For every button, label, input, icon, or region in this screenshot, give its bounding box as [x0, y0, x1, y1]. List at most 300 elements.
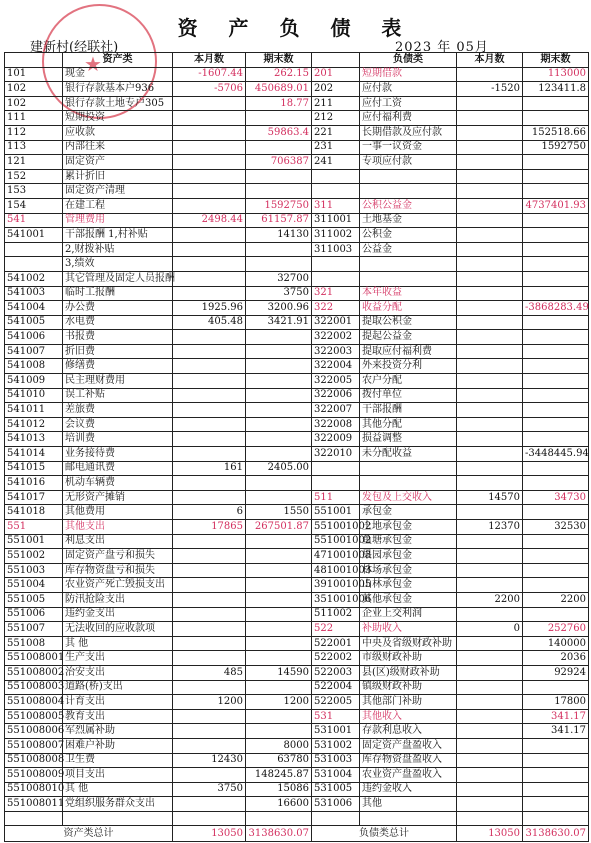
- balance-sheet-table: [4, 52, 589, 842]
- liab-code: 231: [312, 140, 360, 155]
- liab-name: 应付福利费: [360, 111, 457, 126]
- liab-name: 拨付单位: [360, 388, 457, 403]
- liab-end: [523, 242, 589, 257]
- asset-end: 16600: [246, 797, 312, 812]
- asset-name: 其他费用: [63, 505, 173, 520]
- liab-this-month: [457, 476, 523, 491]
- liab-name: 提取公积金: [360, 315, 457, 330]
- total-liab-this: 13050: [457, 826, 523, 842]
- table-row: [5, 476, 589, 491]
- liab-code: 471001003: [312, 549, 360, 564]
- asset-name: 防汛抢险支出: [63, 592, 173, 607]
- table-row: [5, 811, 589, 826]
- table-row: [5, 82, 589, 97]
- asset-code: 551003: [5, 563, 63, 578]
- asset-this-month: [173, 768, 246, 783]
- asset-end: [246, 811, 312, 826]
- asset-code: 551008004: [5, 695, 63, 710]
- table-row: [5, 797, 589, 812]
- liab-this-month: [457, 374, 523, 389]
- asset-code: 102: [5, 96, 63, 111]
- asset-code: 541016: [5, 476, 63, 491]
- table-row: [5, 520, 589, 535]
- asset-end: 1200: [246, 695, 312, 710]
- liab-end: 152518.66: [523, 125, 589, 140]
- asset-name: 误工补贴: [63, 388, 173, 403]
- liab-code: 221: [312, 125, 360, 140]
- asset-code: 551008010: [5, 782, 63, 797]
- table-row: [5, 111, 589, 126]
- asset-name: 库存物资盘亏和损失: [63, 563, 173, 578]
- liab-name: 应付工资: [360, 96, 457, 111]
- asset-name: 累计折旧: [63, 169, 173, 184]
- liab-name: [360, 271, 457, 286]
- asset-this-month: [173, 636, 246, 651]
- asset-name: 党组织服务群众支出: [63, 797, 173, 812]
- table-row: [5, 417, 589, 432]
- liab-end: 123411.8: [523, 82, 589, 97]
- table-row: [5, 374, 589, 389]
- liab-name: 本年收益: [360, 286, 457, 301]
- asset-code: 541004: [5, 301, 63, 316]
- liab-end: [523, 680, 589, 695]
- liab-name: 损益调整: [360, 432, 457, 447]
- asset-this-month: [173, 344, 246, 359]
- liab-this-month: [457, 680, 523, 695]
- asset-end: [246, 388, 312, 403]
- header-liab-end-period: 期末数: [523, 53, 589, 68]
- table-row: [5, 753, 589, 768]
- asset-end: 3200.96: [246, 301, 312, 316]
- asset-end: 3421.91: [246, 315, 312, 330]
- liab-end: [523, 169, 589, 184]
- liab-this-month: [457, 782, 523, 797]
- liab-end: [523, 96, 589, 111]
- liab-code: 322003: [312, 344, 360, 359]
- asset-this-month: 2498.44: [173, 213, 246, 228]
- total-liab-end: 3138630.07: [523, 826, 589, 842]
- liab-this-month: [457, 344, 523, 359]
- asset-this-month: [173, 476, 246, 491]
- table-row: [5, 315, 589, 330]
- asset-code: 152: [5, 169, 63, 184]
- asset-name: 银行存款土地专户305: [63, 96, 173, 111]
- table-row: [5, 301, 589, 316]
- liab-end: [523, 505, 589, 520]
- liab-name: 提起公益金: [360, 330, 457, 345]
- asset-code: 113: [5, 140, 63, 155]
- liab-end: [523, 417, 589, 432]
- liab-end: 341.17: [523, 724, 589, 739]
- liab-end: [523, 578, 589, 593]
- liab-end: [523, 155, 589, 170]
- asset-end: [246, 111, 312, 126]
- asset-name: 违约金支出: [63, 607, 173, 622]
- liab-this-month: [457, 403, 523, 418]
- asset-end: 14590: [246, 665, 312, 680]
- liab-name: 违约金收入: [360, 782, 457, 797]
- liab-end: [523, 228, 589, 243]
- liab-this-month: [457, 563, 523, 578]
- asset-this-month: [173, 563, 246, 578]
- liab-name: 库存物资盘盈收入: [360, 753, 457, 768]
- liab-this-month: [457, 140, 523, 155]
- asset-end: 32700: [246, 271, 312, 286]
- table-row: [5, 505, 589, 520]
- liab-code: 322: [312, 301, 360, 316]
- asset-code: [5, 242, 63, 257]
- asset-code: 541008: [5, 359, 63, 374]
- liab-name: 镇级财政补助: [360, 680, 457, 695]
- asset-this-month: [173, 490, 246, 505]
- asset-end: 148245.87: [246, 768, 312, 783]
- asset-this-month: [173, 432, 246, 447]
- asset-end: 267501.87: [246, 520, 312, 535]
- liab-name: 补助收入: [360, 622, 457, 637]
- liab-code: 522001: [312, 636, 360, 651]
- liab-end: 17800: [523, 695, 589, 710]
- liab-this-month: [457, 461, 523, 476]
- table-row: [5, 125, 589, 140]
- total-asset-label: 资产类总计: [5, 826, 173, 842]
- asset-name: 办公费: [63, 301, 173, 316]
- liab-name: 专项应付款: [360, 155, 457, 170]
- asset-end: 8000: [246, 738, 312, 753]
- asset-end: 18.77: [246, 96, 312, 111]
- asset-this-month: 485: [173, 665, 246, 680]
- asset-code: 541009: [5, 374, 63, 389]
- table-row: [5, 344, 589, 359]
- liab-end: -3448445.94: [523, 447, 589, 462]
- liab-this-month: [457, 184, 523, 199]
- header-this-month: 本月数: [173, 53, 246, 68]
- liab-this-month: [457, 388, 523, 403]
- liab-name: 承包金: [360, 505, 457, 520]
- asset-code: 551008001: [5, 651, 63, 666]
- liab-end: 92924: [523, 665, 589, 680]
- asset-name: 业务接待费: [63, 447, 173, 462]
- asset-code: 551008006: [5, 724, 63, 739]
- asset-name: 卫生费: [63, 753, 173, 768]
- liab-code: [312, 476, 360, 491]
- liab-code: [312, 271, 360, 286]
- total-liab-label: 负债类总计: [312, 826, 457, 842]
- liab-this-month: [457, 359, 523, 374]
- asset-end: [246, 592, 312, 607]
- liab-code: 311: [312, 198, 360, 213]
- asset-name: 治安支出: [63, 665, 173, 680]
- asset-this-month: [173, 286, 246, 301]
- liab-name: 林场承包金: [360, 563, 457, 578]
- asset-end: [246, 578, 312, 593]
- liab-code: 522004: [312, 680, 360, 695]
- table-row: [5, 636, 589, 651]
- liab-code: [312, 169, 360, 184]
- liab-name: 公积公益金: [360, 198, 457, 213]
- asset-code: 101: [5, 67, 63, 82]
- liab-this-month: [457, 198, 523, 213]
- liab-name: 提取应付福利费: [360, 344, 457, 359]
- liab-name: 存款利息收入: [360, 724, 457, 739]
- asset-this-month: [173, 811, 246, 826]
- asset-this-month: [173, 622, 246, 637]
- asset-name: 现金: [63, 67, 173, 82]
- asset-name: 银行存款基本户936: [63, 82, 173, 97]
- liab-name: 中央及省级财政补助: [360, 636, 457, 651]
- liab-name: [360, 184, 457, 199]
- table-row: [5, 198, 589, 213]
- table-row: [5, 724, 589, 739]
- liab-name: 公益金: [360, 242, 457, 257]
- table-row: [5, 665, 589, 680]
- liab-this-month: [457, 738, 523, 753]
- asset-code: 541014: [5, 447, 63, 462]
- liab-name: [360, 476, 457, 491]
- liab-end: [523, 549, 589, 564]
- asset-end: 63780: [246, 753, 312, 768]
- asset-end: [246, 476, 312, 491]
- table-row: [5, 592, 589, 607]
- table-row: [5, 651, 589, 666]
- table-row: [5, 67, 589, 82]
- liab-code: [312, 461, 360, 476]
- liab-end: [523, 534, 589, 549]
- liab-code: 201: [312, 67, 360, 82]
- header-end-period: 期末数: [246, 53, 312, 68]
- liab-end: [523, 315, 589, 330]
- asset-end: [246, 607, 312, 622]
- liab-this-month: [457, 607, 523, 622]
- asset-this-month: [173, 198, 246, 213]
- liab-this-month: [457, 301, 523, 316]
- table-row: [5, 549, 589, 564]
- liab-code: 522005: [312, 695, 360, 710]
- asset-end: [246, 344, 312, 359]
- liab-end: [523, 359, 589, 374]
- liab-code: 522: [312, 622, 360, 637]
- liab-end: [523, 388, 589, 403]
- asset-name: 固定资产清理: [63, 184, 173, 199]
- liab-code: [312, 257, 360, 272]
- asset-end: 2405.00: [246, 461, 312, 476]
- liab-code: 322002: [312, 330, 360, 345]
- liab-name: 其他: [360, 797, 457, 812]
- asset-this-month: [173, 125, 246, 140]
- asset-code: 551008011: [5, 797, 63, 812]
- liab-end: 4737401.93: [523, 198, 589, 213]
- asset-name: 无法收回的应收款项: [63, 622, 173, 637]
- asset-end: [246, 403, 312, 418]
- asset-name: 短期投资: [63, 111, 173, 126]
- liab-code: 211: [312, 96, 360, 111]
- table-row: [5, 461, 589, 476]
- asset-name: 临时工报酬: [63, 286, 173, 301]
- liab-end: 252760: [523, 622, 589, 637]
- asset-this-month: [173, 797, 246, 812]
- table-row: [5, 578, 589, 593]
- asset-this-month: [173, 549, 246, 564]
- liab-this-month: 12370: [457, 520, 523, 535]
- liab-end: [523, 738, 589, 753]
- table-row: [5, 257, 589, 272]
- asset-this-month: [173, 534, 246, 549]
- asset-end: 706387: [246, 155, 312, 170]
- liab-this-month: [457, 549, 523, 564]
- asset-end: 1592750: [246, 198, 312, 213]
- asset-end: [246, 636, 312, 651]
- official-seal: ★: [42, 4, 157, 119]
- header-liability: 负债类: [360, 53, 457, 68]
- asset-this-month: [173, 578, 246, 593]
- table-row: [5, 490, 589, 505]
- asset-this-month: 161: [173, 461, 246, 476]
- table-row: [5, 709, 589, 724]
- asset-code: 551: [5, 520, 63, 535]
- header-asset: 资产类: [63, 53, 173, 68]
- asset-this-month: [173, 607, 246, 622]
- asset-code: 541012: [5, 417, 63, 432]
- table-row: [5, 768, 589, 783]
- liab-end: [523, 432, 589, 447]
- table-row: [5, 184, 589, 199]
- asset-name: 其 他: [63, 636, 173, 651]
- asset-code: 541006: [5, 330, 63, 345]
- asset-name: 书报费: [63, 330, 173, 345]
- asset-end: [246, 242, 312, 257]
- asset-this-month: [173, 388, 246, 403]
- liab-end: 140000: [523, 636, 589, 651]
- asset-name: 干部报酬 1,村补贴: [63, 228, 173, 243]
- asset-end: 15086: [246, 782, 312, 797]
- asset-name: [63, 811, 173, 826]
- asset-name: 内部往来: [63, 140, 173, 155]
- liab-end: [523, 213, 589, 228]
- asset-this-month: 405.48: [173, 315, 246, 330]
- asset-code: 551007: [5, 622, 63, 637]
- liab-end: [523, 797, 589, 812]
- asset-name: 管理费用: [63, 213, 173, 228]
- liab-name: 固定资产盘盈收入: [360, 738, 457, 753]
- asset-end: 14130: [246, 228, 312, 243]
- liab-end: 1592750: [523, 140, 589, 155]
- liab-end: [523, 811, 589, 826]
- liab-end: 34730: [523, 490, 589, 505]
- asset-name: 无形资产摊销: [63, 490, 173, 505]
- liab-code: 322007: [312, 403, 360, 418]
- asset-this-month: [173, 592, 246, 607]
- asset-end: 450689.01: [246, 82, 312, 97]
- liab-name: 企业上交利润: [360, 607, 457, 622]
- asset-this-month: [173, 403, 246, 418]
- liab-end: 32530: [523, 520, 589, 535]
- liab-this-month: [457, 665, 523, 680]
- liab-end: 341.17: [523, 709, 589, 724]
- liab-this-month: [457, 228, 523, 243]
- liab-end: 2200: [523, 592, 589, 607]
- asset-name: 计育支出: [63, 695, 173, 710]
- asset-name: 民主理财费用: [63, 374, 173, 389]
- asset-end: 59863.4: [246, 125, 312, 140]
- asset-this-month: [173, 271, 246, 286]
- liab-name: 未分配收益: [360, 447, 457, 462]
- liab-this-month: [457, 651, 523, 666]
- asset-code: 551008002: [5, 665, 63, 680]
- liab-this-month: [457, 111, 523, 126]
- asset-code: 541: [5, 213, 63, 228]
- liab-name: 外来投资分利: [360, 359, 457, 374]
- asset-code: 121: [5, 155, 63, 170]
- asset-name: 其他支出: [63, 520, 173, 535]
- asset-code: 551006: [5, 607, 63, 622]
- asset-this-month: [173, 724, 246, 739]
- liab-this-month: [457, 417, 523, 432]
- asset-code: 541007: [5, 344, 63, 359]
- asset-end: 1550: [246, 505, 312, 520]
- asset-code: 551008003: [5, 680, 63, 695]
- asset-this-month: 17865: [173, 520, 246, 535]
- liab-this-month: [457, 330, 523, 345]
- liab-name: [360, 257, 457, 272]
- asset-name: 军烈属补助: [63, 724, 173, 739]
- asset-end: [246, 709, 312, 724]
- asset-this-month: [173, 96, 246, 111]
- asset-code: [5, 257, 63, 272]
- asset-this-month: [173, 169, 246, 184]
- table-row: [5, 359, 589, 374]
- asset-name: 农业资产死亡毁损支出: [63, 578, 173, 593]
- asset-code: 541003: [5, 286, 63, 301]
- liab-code: 531005: [312, 782, 360, 797]
- liab-this-month: [457, 695, 523, 710]
- liab-code: 322010: [312, 447, 360, 462]
- asset-end: 262.15: [246, 67, 312, 82]
- liab-this-month: [457, 125, 523, 140]
- asset-end: [246, 257, 312, 272]
- liab-end: [523, 344, 589, 359]
- liab-code: 551001: [312, 505, 360, 520]
- liab-name: 土地承包金: [360, 520, 457, 535]
- asset-code: 541013: [5, 432, 63, 447]
- asset-end: [246, 169, 312, 184]
- asset-this-month: [173, 330, 246, 345]
- asset-name: 固定资产盘亏和损失: [63, 549, 173, 564]
- asset-end: [246, 563, 312, 578]
- liab-this-month: [457, 578, 523, 593]
- liab-this-month: [457, 636, 523, 651]
- total-asset-this: 13050: [173, 826, 246, 842]
- asset-code: 551008: [5, 636, 63, 651]
- liab-end: [523, 563, 589, 578]
- asset-name: 利息支出: [63, 534, 173, 549]
- asset-name: 3,绩效: [63, 257, 173, 272]
- asset-code: 541010: [5, 388, 63, 403]
- liab-code: 531006: [312, 797, 360, 812]
- liab-code: 531001: [312, 724, 360, 739]
- asset-this-month: [173, 447, 246, 462]
- liab-this-month: [457, 257, 523, 272]
- liab-code: 322004: [312, 359, 360, 374]
- asset-name: 在建工程: [63, 198, 173, 213]
- liab-name: 应付款: [360, 82, 457, 97]
- liab-name: 收益分配: [360, 301, 457, 316]
- liab-end: [523, 607, 589, 622]
- table-row: [5, 286, 589, 301]
- table-row: [5, 388, 589, 403]
- asset-end: [246, 359, 312, 374]
- table-row: [5, 403, 589, 418]
- liab-name: 短期借款: [360, 67, 457, 82]
- asset-this-month: [173, 680, 246, 695]
